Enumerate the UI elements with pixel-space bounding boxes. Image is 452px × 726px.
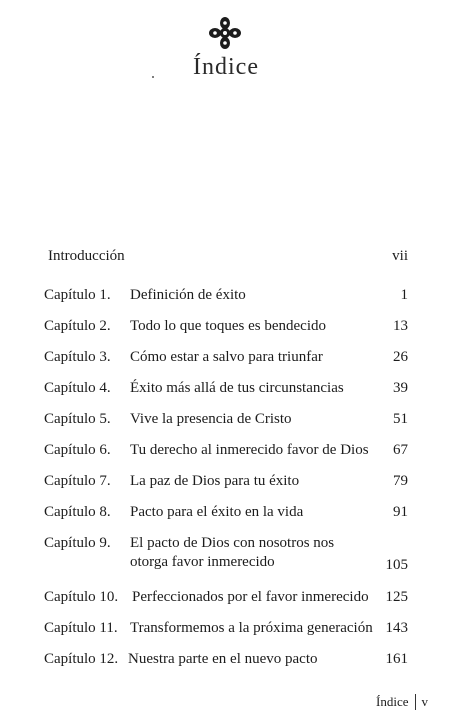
page-title: Índice xyxy=(193,54,259,80)
intro-page-number: vii xyxy=(392,248,408,264)
chapter-number: Capítulo 7. xyxy=(44,473,111,489)
chapter-page: 67 xyxy=(393,442,408,458)
chapter-entry[interactable] xyxy=(44,441,408,472)
chapter-title: Todo lo que toques es bendecido xyxy=(130,318,326,334)
chapter-title: La paz de Dios para tu éxito xyxy=(130,473,300,489)
chapter-title: Pacto para el éxito en la vida xyxy=(130,504,304,520)
chapter-entry[interactable] xyxy=(44,410,408,441)
chapter-title: Perfeccionados por el favor inmerecido xyxy=(132,589,369,605)
chapter-title: El pacto de Dios con nosotros nos otorga favor inmerecido xyxy=(130,535,335,570)
chapter-entry[interactable] xyxy=(44,348,408,379)
chapter-entry[interactable] xyxy=(44,534,408,588)
chapter-entry[interactable] xyxy=(44,588,408,619)
chapter-number: Capítulo 11. xyxy=(44,620,118,636)
chapter-number: Capítulo 2. xyxy=(44,318,111,334)
chapter-entry[interactable] xyxy=(44,503,408,534)
chapter-page: 26 xyxy=(393,349,408,365)
running-head: Índice xyxy=(376,694,409,709)
chapter-number: Capítulo 10. xyxy=(44,589,119,605)
print-speck xyxy=(152,76,154,78)
page-footer xyxy=(376,694,428,710)
chapter-page: 13 xyxy=(393,318,408,334)
chapter-number: Capítulo 1. xyxy=(44,287,111,303)
chapter-number: Capítulo 8. xyxy=(44,504,111,520)
chapter-page: 79 xyxy=(393,473,408,489)
chapter-title: Cómo estar a salvo para triunfar xyxy=(130,349,323,365)
chapter-page: 51 xyxy=(393,411,408,427)
chapter-entry[interactable] xyxy=(44,472,408,503)
chapter-entry[interactable] xyxy=(44,650,408,681)
chapter-title: Tu derecho al inmerecido favor de Dios xyxy=(130,442,369,458)
chapter-title: Éxito más allá de tus circunstancias xyxy=(130,380,344,396)
footer-divider xyxy=(415,694,416,710)
intro-label: Introducción xyxy=(48,248,125,264)
chapter-page: 161 xyxy=(385,651,408,667)
chapter-entry[interactable] xyxy=(44,619,408,650)
chapter-title: Definición de éxito xyxy=(130,287,246,303)
chapter-list xyxy=(44,286,408,681)
page-number: v xyxy=(421,694,428,709)
chapter-page: 39 xyxy=(393,380,408,396)
chapter-number: Capítulo 3. xyxy=(44,349,111,365)
chapter-entry[interactable] xyxy=(44,379,408,410)
chapter-page: 105 xyxy=(385,557,408,573)
chapter-title: Nuestra parte en el nuevo pacto xyxy=(128,651,318,667)
chapter-entry[interactable] xyxy=(44,286,408,317)
chapter-number: Capítulo 5. xyxy=(44,411,111,427)
chapter-number: Capítulo 12. xyxy=(44,651,119,667)
quatrefoil-ornament-icon xyxy=(208,16,242,50)
chapter-number: Capítulo 4. xyxy=(44,380,111,396)
chapter-page: 1 xyxy=(400,287,408,303)
chapter-title: Transformemos a la próxima generación xyxy=(130,620,373,636)
chapter-number: Capítulo 9. xyxy=(44,535,111,551)
chapter-number: Capítulo 6. xyxy=(44,442,111,458)
chapter-title: Vive la presencia de Cristo xyxy=(130,411,292,427)
chapter-page: 125 xyxy=(385,589,408,605)
chapter-page: 143 xyxy=(385,620,408,636)
chapter-entry[interactable] xyxy=(44,317,408,348)
chapter-page: 91 xyxy=(393,504,408,520)
